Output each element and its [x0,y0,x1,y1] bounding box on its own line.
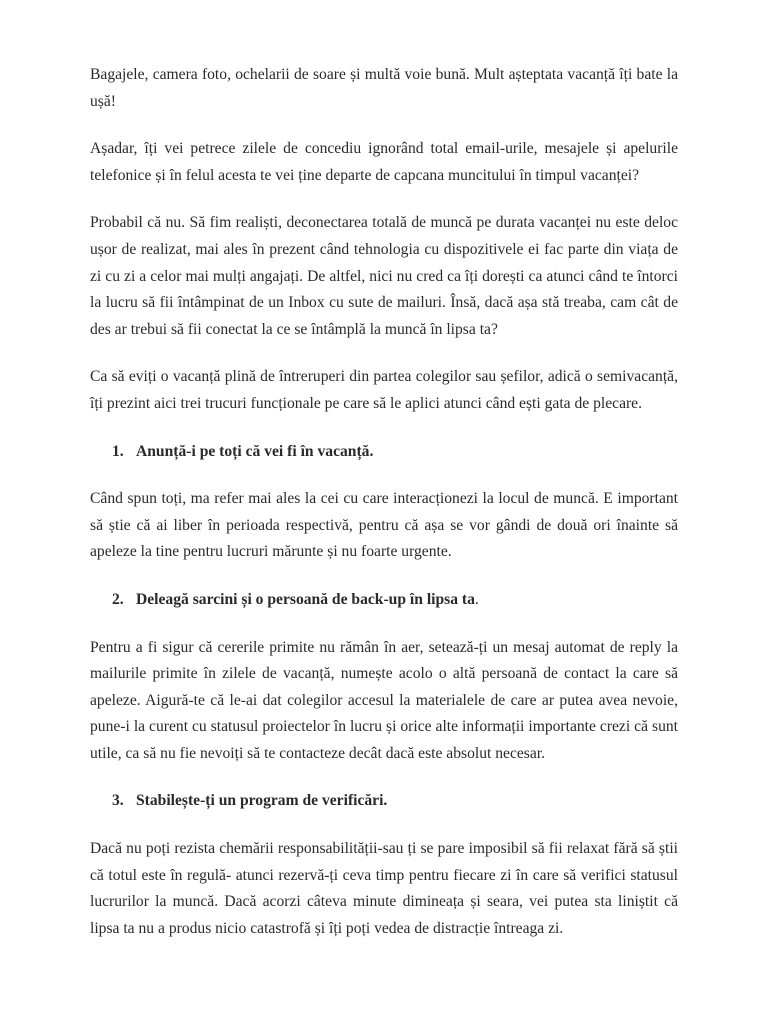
tip-2-paragraph: Pentru a fi sigur că cererile primite nu rămân în aer, setează-ți un mesaj automat de reply la mailurile primite în zilele de vacanță, numește acolo o altă persoană de contact la care să apeleze. Aigură-te că le-ai dat colegilor accesul la materialele de care ar putea avea nevoie, pune-i la curent cu statusul proiectelor în lucru și orice alte informații importante crezi că sunt utile, ca să nu fie nevoiți să te contacteze decât dacă este absolut necesar. [90,638,678,762]
list-number: 1. [112,442,124,460]
list-heading-text [136,439,373,466]
list-heading-text [136,587,479,614]
tip-3-paragraph: Dacă nu poți rezista chemării responsabilității-sau ți se pare imposibil să fii relaxat fără să știi că totul este în regulă- atunci rezervă-ți ceva timp pentru fiecare zi în care să verifici statusul lucrurilor la muncă. Dacă acorzi câteva minute dimineața și seara, vei putea sta liniștit că lipsa ta nu a produs nicio catastrofă și îți poți vedea de distracție întreaga zi. [90,840,678,937]
intro-paragraph: Bagajele, camera foto, ochelarii de soare și multă voie bună. Mult așteptata vacanță îți bate la ușă! [90,66,678,110]
heading-text: Anunță-i pe toți că vei fi în vacanță. [136,442,374,460]
context-paragraph: Probabil că nu. Să fim realiști, deconectarea totală de muncă pe durata vacanței nu este deloc ușor de realizat, mai ales în prezent când tehnologia cu dispozitivele ei fac parte din viața de zi cu zi a celor mai mulți angajați. De altfel, nici nu cred ca îți dorești ca atunci când te întorci la lucru să fii întâmpinat de un Inbox cu sute de mailuri. Însă, dacă așa stă treaba, cam cât de des ar trebui să fii conectat la ce se întâmplă la muncă în lipsa ta? [90,214,678,338]
heading-text: Deleagă sarcini și o persoană de back-up în lipsa ta [136,590,475,608]
tricks-intro-paragraph: Ca să eviți o vacanță plină de întreruperi din partea colegilor sau șefilor, adică o semivacanță, îți prezint aici trei trucuri funcționale pe care să le aplici atunci când ești gata de plecare. [90,368,678,412]
question-paragraph: Așadar, îți vei petrece zilele de concediu ignorând total email-urile, mesajele și apelurile telefonice și în felul acesta te vei ține departe de capcana muncitului în timpul vacanței? [90,140,678,184]
heading-tail: . [474,590,479,608]
list-heading-1 [90,439,678,466]
document-page [90,62,678,963]
list-heading-2 [90,587,678,614]
list-heading-3 [90,788,678,815]
heading-text: Stabilește-ți un program de verificări. [136,792,388,810]
tip-1-paragraph: Când spun toți, ma refer mai ales la cei cu care interacționezi la locul de muncă. E important să știe că ai liber în perioada respectivă, pentru că așa se vor gândi de două ori înainte să apeleze la tine pentru lucruri mărunte și nu foarte urgente. [90,490,678,561]
list-number: 3. [112,792,124,810]
list-number: 2. [112,590,124,608]
list-heading-text [136,788,387,815]
